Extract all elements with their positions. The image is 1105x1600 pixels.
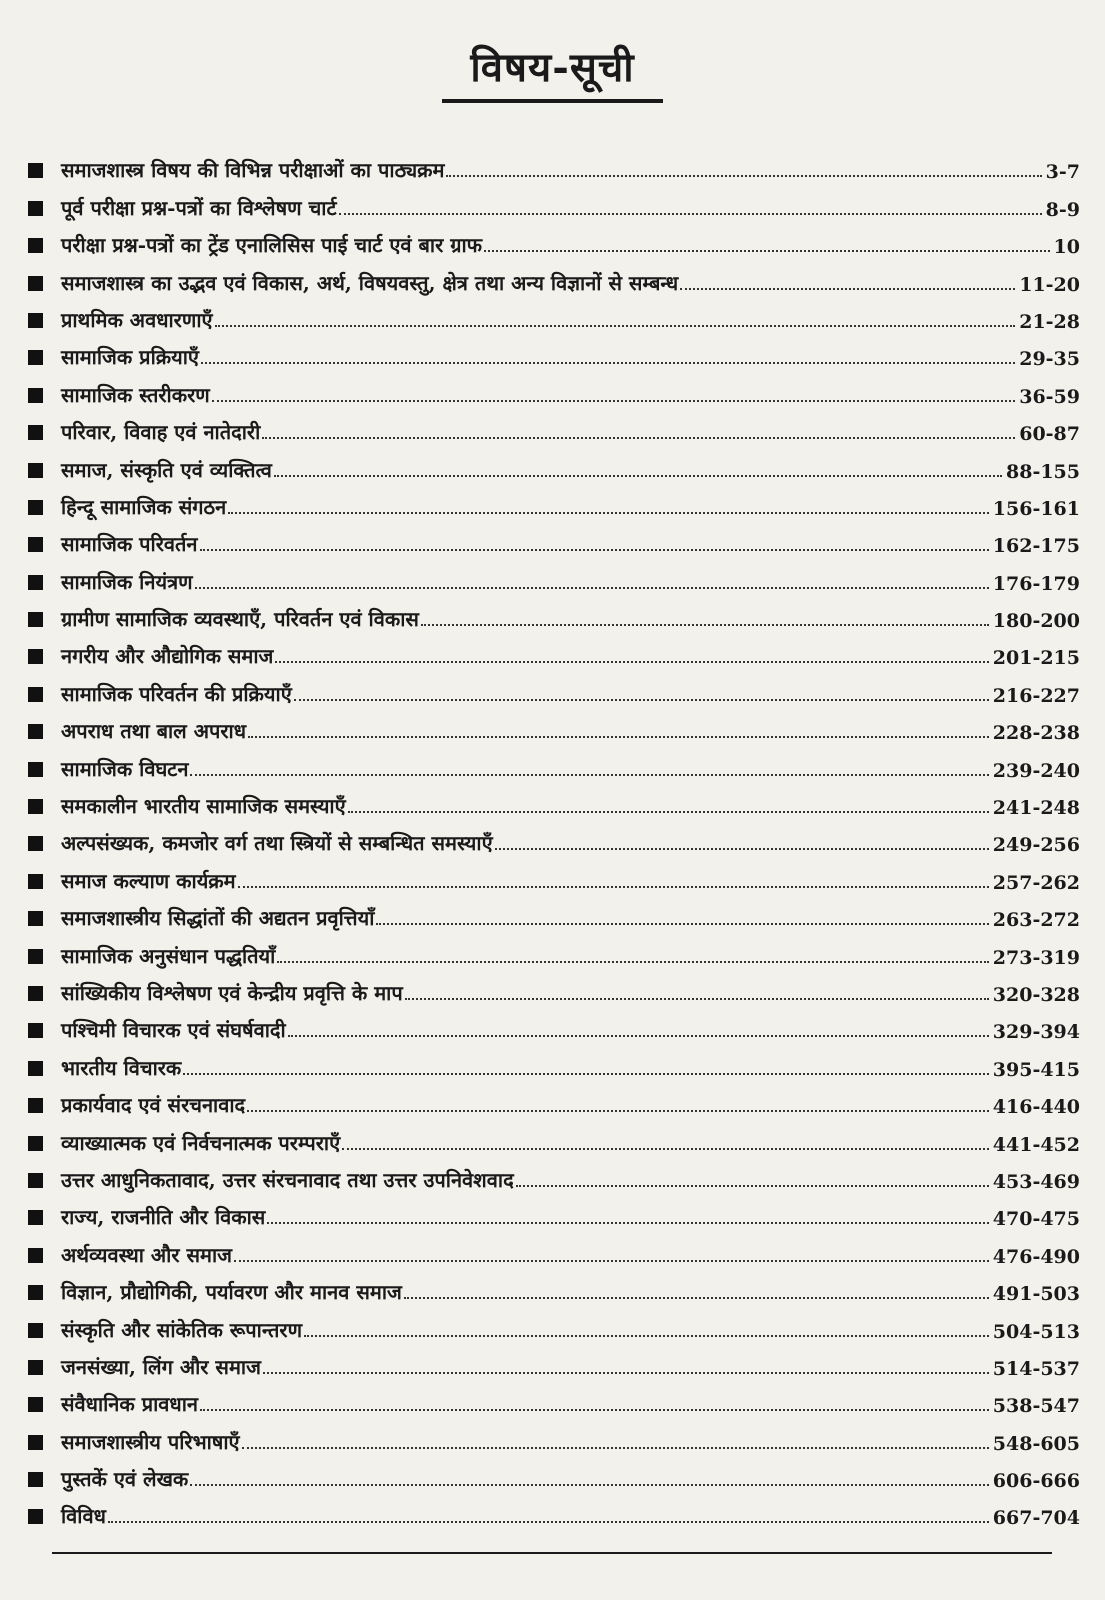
- square-bullet-icon: [28, 1136, 43, 1151]
- dot-leader: [376, 923, 988, 925]
- square-bullet-icon: [28, 350, 43, 365]
- dot-leader: [404, 1297, 989, 1299]
- square-bullet-icon: [28, 1098, 43, 1113]
- toc-entry: [28, 597, 1080, 634]
- toc-entry-label: अल्पसंख्यक, कमजोर वर्ग तथा स्त्रियों से सम्बन्धित समस्याएँ: [61, 831, 493, 856]
- toc-entry-pages: 8-9: [1045, 198, 1080, 221]
- toc-entry-pages: 667-704: [992, 1507, 1080, 1530]
- toc-entry-label: समाज, संस्कृति एवं व्यक्तित्व: [61, 457, 272, 482]
- square-bullet-icon: [28, 575, 43, 590]
- toc-entry-pages: 263-272: [992, 909, 1080, 932]
- square-bullet-icon: [28, 313, 43, 328]
- toc-entry-pages: 88-155: [1006, 460, 1080, 483]
- title-container: [0, 38, 1105, 103]
- dot-leader: [262, 437, 1015, 439]
- square-bullet-icon: [28, 1248, 43, 1263]
- toc-entry-label: सांख्यिकीय विश्लेषण एवं केन्द्रीय प्रवृत्ति के माप: [61, 980, 403, 1005]
- toc-entry: [28, 933, 1080, 970]
- square-bullet-icon: [28, 163, 43, 178]
- toc-entry-label: विज्ञान, प्रौद्योगिकी, पर्यावरण और मानव समाज: [61, 1280, 402, 1305]
- toc-entry-pages: 441-452: [992, 1133, 1080, 1156]
- toc-entry-pages: 11-20: [1019, 273, 1080, 296]
- toc-entry: [28, 185, 1080, 222]
- toc-entry-label: सामाजिक प्रक्रियाएँ: [61, 345, 199, 370]
- toc-entry-pages: 257-262: [992, 871, 1080, 894]
- dot-leader: [247, 1110, 989, 1112]
- square-bullet-icon: [28, 463, 43, 478]
- toc-entry-pages: 180-200: [992, 610, 1080, 633]
- square-bullet-icon: [28, 1173, 43, 1188]
- toc-entry: [28, 1270, 1080, 1307]
- toc-entry-label: सामाजिक परिवर्तन: [61, 532, 198, 557]
- toc-entry-label: सामाजिक अनुसंधान पद्धतियाँ: [61, 943, 276, 968]
- toc-entry-label: प्रकार्यवाद एवं संरचनावाद: [61, 1093, 246, 1118]
- dot-leader: [288, 1035, 989, 1037]
- toc-entry: [28, 223, 1080, 260]
- toc-entry: [28, 485, 1080, 522]
- toc-entry-pages: 249-256: [992, 834, 1080, 857]
- toc-entry: [28, 1307, 1080, 1344]
- toc-entry-label: राज्य, राजनीति और विकास: [61, 1205, 266, 1230]
- square-bullet-icon: [28, 500, 43, 515]
- toc-entry-label: जनसंख्या, लिंग और समाज: [61, 1354, 261, 1379]
- toc-entry-label: सामाजिक स्तरीकरण: [61, 382, 210, 407]
- page-title: विषय-सूची: [442, 38, 662, 103]
- dot-leader: [421, 624, 989, 626]
- square-bullet-icon: [28, 1210, 43, 1225]
- dot-leader: [348, 811, 989, 813]
- toc-entry-pages: 606-666: [992, 1470, 1080, 1493]
- dot-leader: [190, 1484, 988, 1486]
- square-bullet-icon: [28, 201, 43, 216]
- toc-entry-pages: 241-248: [992, 797, 1080, 820]
- toc-entry-label: पश्चिमी विचारक एवं संघर्षवादी: [61, 1018, 286, 1043]
- dot-leader: [228, 512, 989, 514]
- square-bullet-icon: [28, 1061, 43, 1076]
- toc-entry-pages: 60-87: [1019, 423, 1080, 446]
- square-bullet-icon: [28, 276, 43, 291]
- dot-leader: [200, 549, 989, 551]
- square-bullet-icon: [28, 612, 43, 627]
- dot-leader: [108, 1521, 989, 1523]
- toc-entry: [28, 1045, 1080, 1082]
- toc-entry-label: पुस्तकें एवं लेखक: [61, 1467, 189, 1492]
- toc-entry: [28, 746, 1080, 783]
- dot-leader: [304, 1335, 989, 1337]
- square-bullet-icon: [28, 1397, 43, 1412]
- toc-entry-pages: 273-319: [992, 946, 1080, 969]
- toc-entry: [28, 858, 1080, 895]
- dot-leader: [516, 1185, 989, 1187]
- dot-leader: [267, 1222, 988, 1224]
- dot-leader: [238, 886, 989, 888]
- toc-entry-pages: 329-394: [992, 1021, 1080, 1044]
- toc-entry-label: विविध: [61, 1504, 106, 1529]
- square-bullet-icon: [28, 911, 43, 926]
- toc-entry: [28, 522, 1080, 559]
- dot-leader: [275, 661, 988, 663]
- toc-entry-pages: 538-547: [992, 1395, 1080, 1418]
- toc-entry-pages: 239-240: [992, 759, 1080, 782]
- toc-entry-pages: 21-28: [1019, 310, 1080, 333]
- toc-entry: [28, 1494, 1080, 1531]
- toc-entry-label: प्राथमिक अवधारणाएँ: [61, 307, 213, 332]
- toc-entry: [28, 148, 1080, 185]
- dot-leader: [195, 587, 989, 589]
- toc-entry: [28, 821, 1080, 858]
- toc-entry-label: परीक्षा प्रश्न-पत्रों का ट्रेंड एनालिसिस पाई चार्ट एवं बार ग्राफ: [61, 233, 483, 258]
- square-bullet-icon: [28, 1360, 43, 1375]
- toc-entry: [28, 1419, 1080, 1456]
- square-bullet-icon: [28, 1472, 43, 1487]
- square-bullet-icon: [28, 1435, 43, 1450]
- square-bullet-icon: [28, 1323, 43, 1338]
- toc-entry-pages: 548-605: [992, 1432, 1080, 1455]
- toc-entry: [28, 1158, 1080, 1195]
- toc-entry-pages: 504-513: [992, 1320, 1080, 1343]
- toc-entry-label: सामाजिक नियंत्रण: [61, 569, 193, 594]
- toc-entry: [28, 298, 1080, 335]
- toc-entry-pages: 162-175: [992, 535, 1080, 558]
- toc-entry-label: सामाजिक परिवर्तन की प्रक्रियाएँ: [61, 681, 292, 706]
- dot-leader: [405, 998, 989, 1000]
- table-of-contents: [28, 148, 1080, 1531]
- toc-entry: [28, 372, 1080, 409]
- toc-entry: [28, 410, 1080, 447]
- toc-entry-label: समाजशास्त्रीय परिभाषाएँ: [61, 1429, 240, 1454]
- toc-entry-pages: 453-469: [992, 1170, 1080, 1193]
- toc-entry-pages: 514-537: [992, 1357, 1080, 1380]
- toc-entry: [28, 559, 1080, 596]
- toc-entry-pages: 176-179: [992, 572, 1080, 595]
- toc-entry-label: समाज कल्याण कार्यक्रम: [61, 868, 236, 893]
- square-bullet-icon: [28, 425, 43, 440]
- dot-leader: [183, 1073, 988, 1075]
- dot-leader: [234, 1260, 989, 1262]
- toc-entry: [28, 896, 1080, 933]
- dot-leader: [294, 699, 989, 701]
- toc-entry-label: हिन्दू सामाजिक संगठन: [61, 494, 227, 519]
- dot-leader: [277, 961, 988, 963]
- toc-entry: [28, 1083, 1080, 1120]
- toc-entry-pages: 156-161: [992, 497, 1080, 520]
- toc-entry-label: पूर्व परीक्षा प्रश्न-पत्रों का विश्लेषण चार्ट: [61, 195, 337, 220]
- toc-entry-label: व्याख्यात्मक एवं निर्वचनात्मक परम्पराएँ: [61, 1130, 341, 1155]
- dot-leader: [263, 1372, 989, 1374]
- square-bullet-icon: [28, 1285, 43, 1300]
- toc-entry: [28, 447, 1080, 484]
- dot-leader: [212, 400, 1015, 402]
- toc-entry: [28, 335, 1080, 372]
- toc-entry-pages: 395-415: [992, 1058, 1080, 1081]
- dot-leader: [201, 362, 1015, 364]
- toc-entry: [28, 1195, 1080, 1232]
- square-bullet-icon: [28, 537, 43, 552]
- square-bullet-icon: [28, 1023, 43, 1038]
- toc-entry-pages: 476-490: [992, 1245, 1080, 1268]
- square-bullet-icon: [28, 949, 43, 964]
- toc-entry-pages: 416-440: [992, 1096, 1080, 1119]
- toc-entry-label: ग्रामीण सामाजिक व्यवस्थाएँ, परिवर्तन एवं विकास: [61, 607, 419, 632]
- toc-entry-pages: 491-503: [992, 1283, 1080, 1306]
- toc-entry-label: अपराध तथा बाल अपराध: [61, 719, 247, 744]
- toc-entry: [28, 1382, 1080, 1419]
- square-bullet-icon: [28, 762, 43, 777]
- square-bullet-icon: [28, 836, 43, 851]
- toc-entry: [28, 1008, 1080, 1045]
- square-bullet-icon: [28, 799, 43, 814]
- dot-leader: [680, 288, 1015, 290]
- toc-entry-pages: 320-328: [992, 983, 1080, 1006]
- toc-entry: [28, 260, 1080, 297]
- toc-entry-label: समाजशास्त्रीय सिद्धांतों की अद्यतन प्रवृत्तियाँ: [61, 906, 375, 931]
- dot-leader: [242, 1447, 989, 1449]
- dot-leader: [200, 1409, 989, 1411]
- toc-entry-pages: 36-59: [1019, 385, 1080, 408]
- square-bullet-icon: [28, 1509, 43, 1524]
- square-bullet-icon: [28, 649, 43, 664]
- dot-leader: [190, 774, 988, 776]
- toc-entry: [28, 1457, 1080, 1494]
- toc-entry-pages: 201-215: [992, 647, 1080, 670]
- bottom-rule: [52, 1552, 1052, 1554]
- toc-entry-label: समाजशास्त्र विषय की विभिन्न परीक्षाओं का पाठ्यक्रम: [61, 158, 445, 183]
- toc-entry-label: भारतीय विचारक: [61, 1055, 182, 1080]
- square-bullet-icon: [28, 724, 43, 739]
- square-bullet-icon: [28, 986, 43, 1001]
- toc-entry-pages: 470-475: [992, 1208, 1080, 1231]
- square-bullet-icon: [28, 388, 43, 403]
- dot-leader: [274, 475, 1002, 477]
- toc-entry: [28, 634, 1080, 671]
- toc-entry: [28, 971, 1080, 1008]
- toc-entry-pages: 216-227: [992, 684, 1080, 707]
- dot-leader: [484, 250, 1049, 252]
- toc-entry-label: उत्तर आधुनिकतावाद, उत्तर संरचनावाद तथा उत्तर उपनिवेशवाद: [61, 1167, 514, 1192]
- toc-entry-pages: 29-35: [1019, 348, 1080, 371]
- toc-entry-label: अर्थव्यवस्था और समाज: [61, 1242, 233, 1267]
- square-bullet-icon: [28, 874, 43, 889]
- toc-entry-label: समाजशास्त्र का उद्भव एवं विकास, अर्थ, विषयवस्तु, क्षेत्र तथा अन्य विज्ञानों से सम्बन्ध: [61, 270, 679, 295]
- dot-leader: [342, 1148, 989, 1150]
- dot-leader: [446, 175, 1041, 177]
- toc-entry-pages: 228-238: [992, 722, 1080, 745]
- dot-leader: [248, 736, 989, 738]
- dot-leader: [215, 325, 1016, 327]
- toc-entry: [28, 1120, 1080, 1157]
- dot-leader: [339, 213, 1042, 215]
- toc-entry: [28, 784, 1080, 821]
- square-bullet-icon: [28, 687, 43, 702]
- square-bullet-icon: [28, 238, 43, 253]
- toc-entry-pages: 3-7: [1045, 161, 1080, 184]
- toc-entry-label: संवैधानिक प्रावधान: [61, 1392, 198, 1417]
- toc-entry-pages: 10: [1053, 236, 1080, 259]
- dot-leader: [495, 848, 989, 850]
- toc-entry-label: समकालीन भारतीय सामाजिक समस्याएँ: [61, 794, 346, 819]
- toc-entry: [28, 671, 1080, 708]
- toc-entry: [28, 1345, 1080, 1382]
- toc-entry: [28, 709, 1080, 746]
- toc-entry-label: नगरीय और औद्योगिक समाज: [61, 644, 274, 669]
- toc-entry-label: परिवार, विवाह एवं नातेदारी: [61, 420, 261, 445]
- toc-entry-label: संस्कृति और सांकेतिक रूपान्तरण: [61, 1317, 303, 1342]
- toc-entry-label: सामाजिक विघटन: [61, 756, 189, 781]
- toc-entry: [28, 1232, 1080, 1269]
